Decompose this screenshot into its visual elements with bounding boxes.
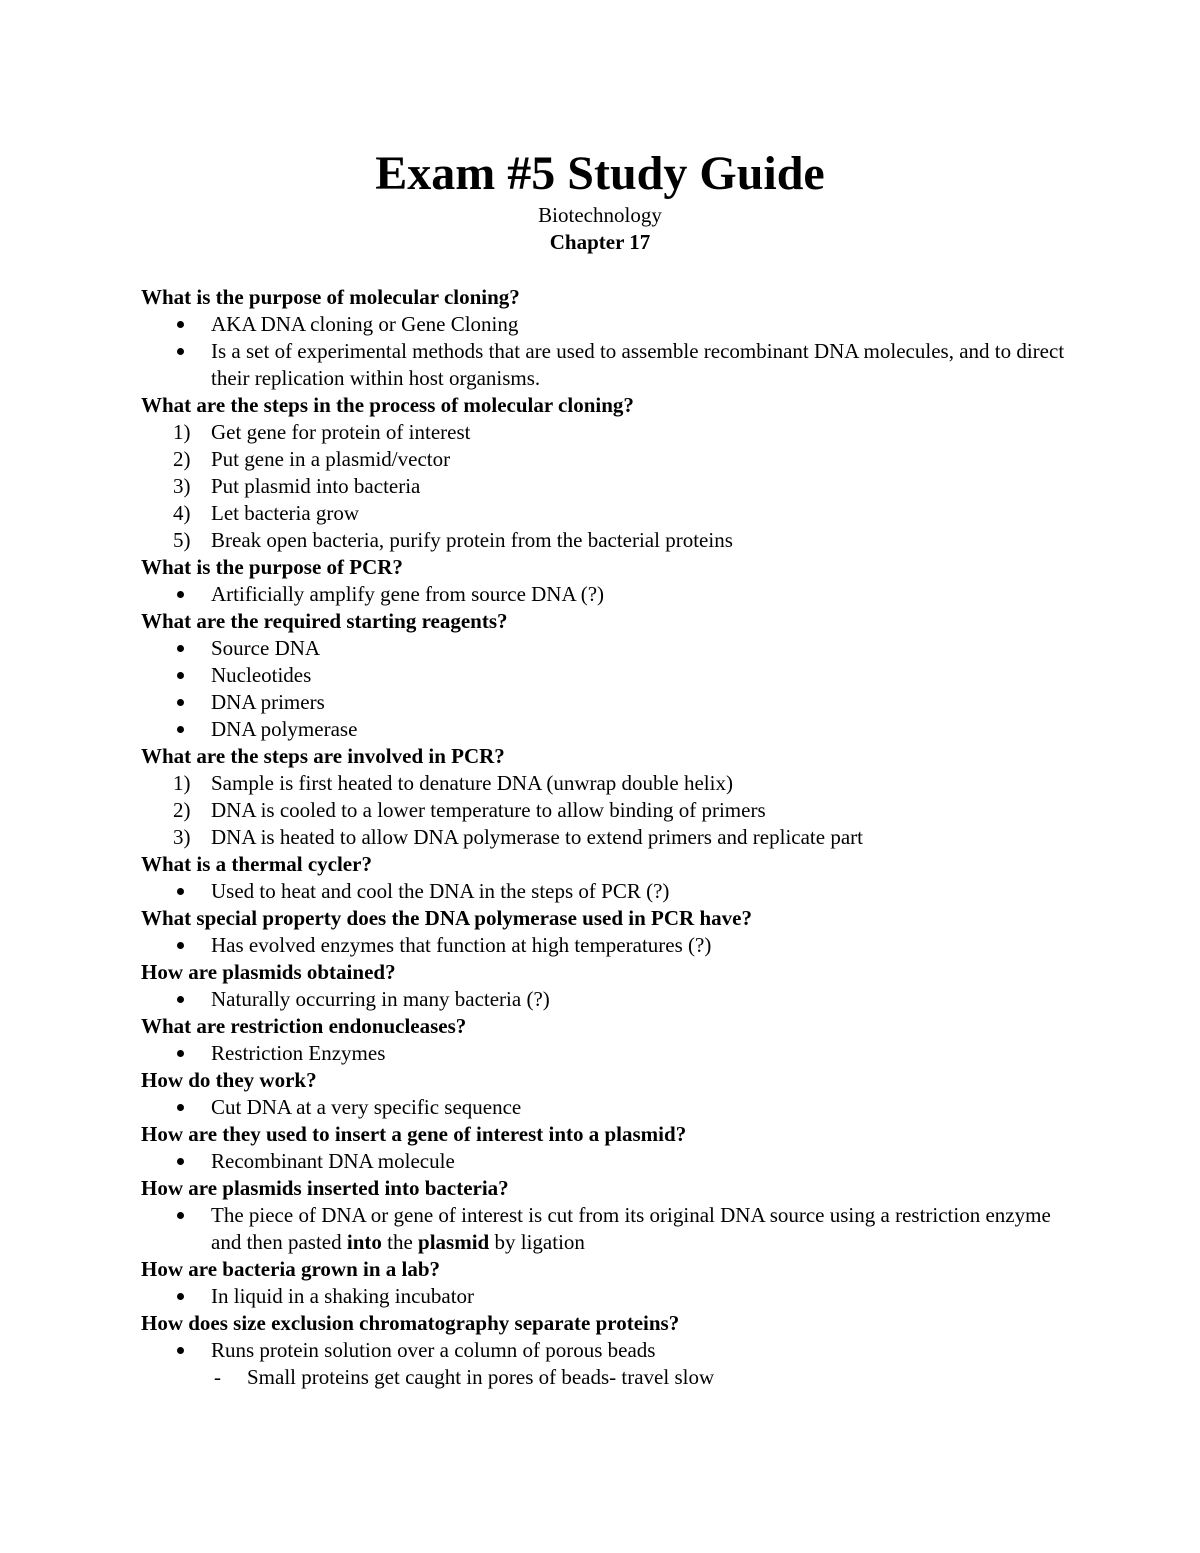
- page-subtitle: Biotechnology: [538, 203, 662, 227]
- bullet-item: [141, 1337, 1071, 1364]
- bullet-item: [141, 311, 1071, 338]
- numbered-item: [141, 824, 1071, 851]
- question-heading: What are the steps are involved in PCR?: [141, 744, 505, 768]
- bullet-text: In liquid in a shaking incubator: [211, 1284, 475, 1308]
- bullet-text: Source DNA: [211, 636, 321, 660]
- question-heading: How does size exclusion chromatography separate proteins?: [141, 1311, 680, 1335]
- bullet-icon: [177, 1293, 184, 1300]
- bullet-text-part: The piece of DNA or gene of interest is cut from its original DNA source using a restriction enzyme and then pasted: [211, 1203, 1051, 1254]
- bullet-icon: [177, 942, 184, 949]
- bullet-item: [141, 716, 1071, 743]
- question-heading: How are they used to insert a gene of interest into a plasmid?: [141, 1122, 687, 1146]
- bullet-text: Runs protein solution over a column of porous beads: [211, 1338, 656, 1362]
- item-number: 5): [173, 528, 191, 552]
- item-text: Put gene in a plasmid/vector: [211, 447, 451, 471]
- numbered-item: [141, 419, 1071, 446]
- item-number: 4): [173, 501, 191, 525]
- bullet-icon: [177, 1158, 184, 1165]
- chapter-label: Chapter 17: [549, 230, 651, 254]
- bullet-text: Recombinant DNA molecule: [211, 1149, 455, 1173]
- bullet-text: Artificially amplify gene from source DNA (?): [211, 582, 605, 606]
- bullet-text: Nucleotides: [211, 663, 312, 687]
- bullet-text: Restriction Enzymes: [211, 1041, 386, 1065]
- bullet-icon: [177, 645, 184, 652]
- bullet-text: DNA polymerase: [211, 717, 358, 741]
- question-heading: How do they work?: [141, 1068, 317, 1092]
- question-heading: What are restriction endonucleases?: [141, 1014, 467, 1038]
- bullet-icon: [177, 888, 184, 895]
- bullet-icon: [177, 996, 184, 1003]
- bullet-icon: [177, 726, 184, 733]
- question-heading: How are plasmids obtained?: [141, 960, 396, 984]
- bullet-item: [141, 1202, 1071, 1256]
- question-heading: What special property does the DNA polymerase used in PCR have?: [141, 906, 752, 930]
- item-text: Let bacteria grow: [211, 501, 360, 525]
- bullet-icon: [177, 591, 184, 598]
- item-text: Break open bacteria, purify protein from the bacterial proteins: [211, 528, 733, 552]
- item-text: DNA is cooled to a lower temperature to allow binding of primers: [211, 798, 766, 822]
- bullet-text-part: by ligation: [489, 1230, 585, 1254]
- numbered-item: [141, 797, 1071, 824]
- bullet-text-bold: plasmid: [418, 1230, 490, 1254]
- numbered-item: [141, 770, 1071, 797]
- question-heading: What is the purpose of molecular cloning?: [141, 285, 520, 309]
- bullet-text-part: the: [381, 1230, 419, 1254]
- bullet-icon: [177, 321, 184, 328]
- bullet-icon: [177, 699, 184, 706]
- bullet-item: [141, 932, 1071, 959]
- page-title: Exam #5 Study Guide: [375, 147, 825, 200]
- question-heading: What are the required starting reagents?: [141, 609, 508, 633]
- item-text: Put plasmid into bacteria: [211, 474, 421, 498]
- numbered-item: [141, 500, 1071, 527]
- bullet-text: Cut DNA at a very specific sequence: [211, 1095, 522, 1119]
- question-heading: What is a thermal cycler?: [141, 852, 372, 876]
- bullet-item: [141, 689, 1071, 716]
- item-text: Get gene for protein of interest: [211, 420, 471, 444]
- study-guide-content: [141, 284, 1071, 1391]
- bullet-icon: [177, 1050, 184, 1057]
- bullet-item: [141, 878, 1071, 905]
- bullet-text: Has evolved enzymes that function at high temperatures (?): [211, 933, 712, 957]
- question-heading: How are bacteria grown in a lab?: [141, 1257, 441, 1281]
- sub-item: [141, 1364, 1071, 1391]
- bullet-item: [141, 1148, 1071, 1175]
- numbered-item: [141, 473, 1071, 500]
- item-number: 1): [173, 420, 191, 444]
- sub-item-text: Small proteins get caught in pores of beads- travel slow: [247, 1365, 715, 1389]
- item-number: 3): [173, 825, 191, 849]
- item-number: 1): [173, 771, 191, 795]
- bullet-item: [141, 662, 1071, 689]
- bullet-text: Used to heat and cool the DNA in the steps of PCR (?): [211, 879, 670, 903]
- bullet-icon: [177, 348, 184, 355]
- bullet-text: AKA DNA cloning or Gene Cloning: [211, 312, 519, 336]
- bullet-icon: [177, 1212, 184, 1219]
- question-heading: What are the steps in the process of molecular cloning?: [141, 393, 634, 417]
- item-number: 3): [173, 474, 191, 498]
- bullet-icon: [177, 672, 184, 679]
- bullet-text: Is a set of experimental methods that are used to assemble recombinant DNA molecules, and to direct their replication within host organisms.: [211, 339, 1065, 390]
- item-text: Sample is first heated to denature DNA (unwrap double helix): [211, 771, 733, 795]
- dash-marker: -: [214, 1365, 221, 1389]
- question-heading: What is the purpose of PCR?: [141, 555, 403, 579]
- item-number: 2): [173, 447, 191, 471]
- bullet-text: Naturally occurring in many bacteria (?): [211, 987, 550, 1011]
- bullet-item: [141, 1094, 1071, 1121]
- bullet-item: [141, 635, 1071, 662]
- item-text: DNA is heated to allow DNA polymerase to extend primers and replicate part: [211, 825, 863, 849]
- bullet-item: [141, 338, 1071, 392]
- bullet-icon: [177, 1104, 184, 1111]
- bullet-item: [141, 1283, 1071, 1310]
- bullet-item: [141, 581, 1071, 608]
- bullet-item: [141, 986, 1071, 1013]
- item-number: 2): [173, 798, 191, 822]
- bullet-item: [141, 1040, 1071, 1067]
- numbered-item: [141, 446, 1071, 473]
- bullet-text: DNA primers: [211, 690, 325, 714]
- bullet-icon: [177, 1347, 184, 1354]
- question-heading: How are plasmids inserted into bacteria?: [141, 1176, 509, 1200]
- bullet-text-bold: into: [346, 1230, 382, 1254]
- numbered-item: [141, 527, 1071, 554]
